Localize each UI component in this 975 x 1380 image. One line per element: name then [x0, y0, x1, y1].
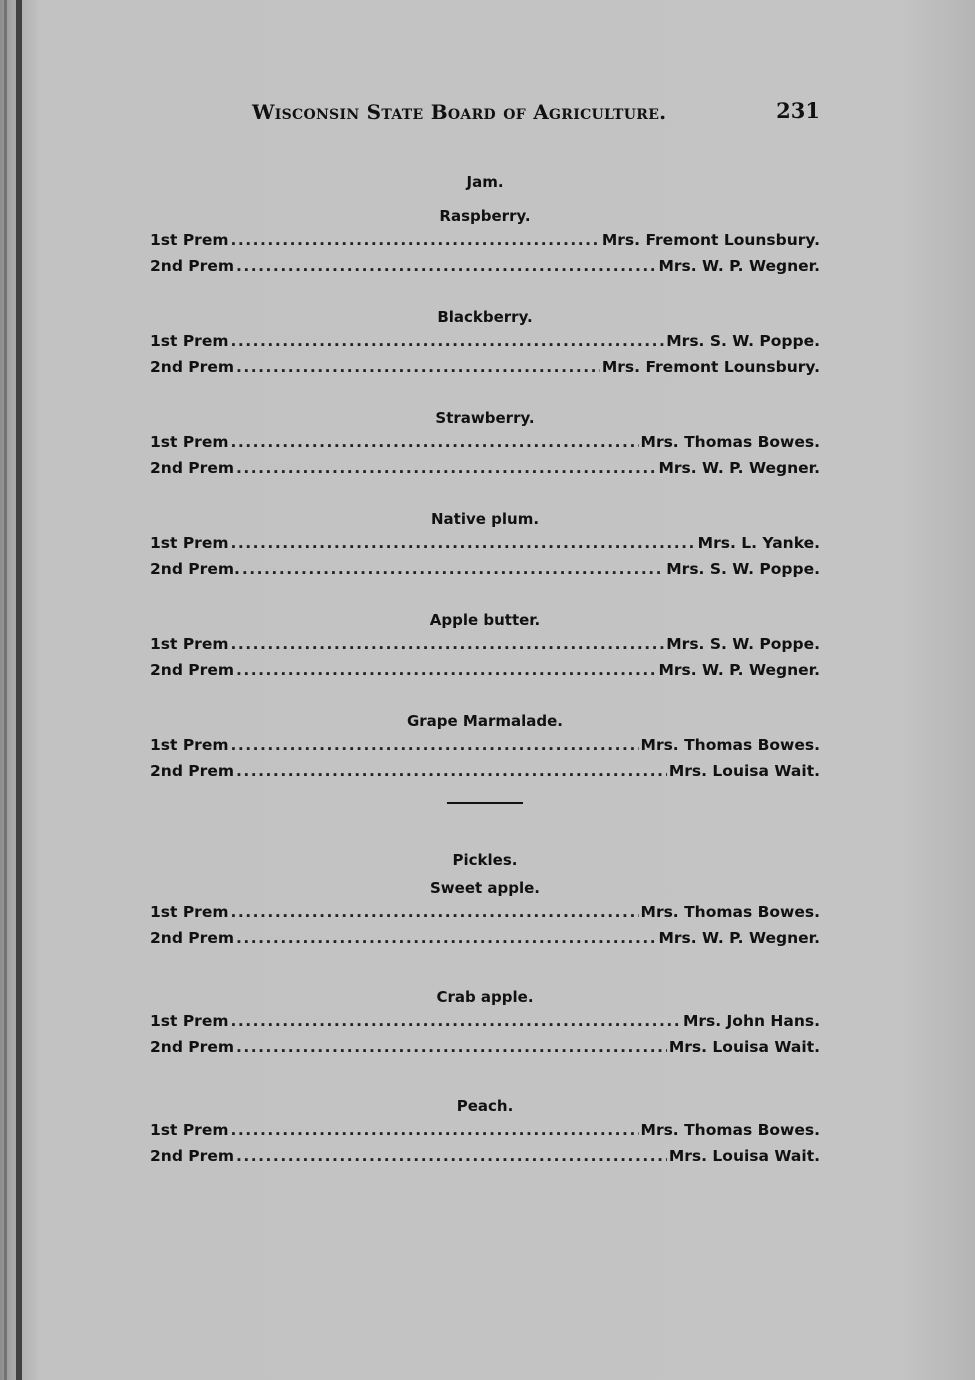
category-raspberry: [150, 204, 820, 279]
dot-leader: [236, 1144, 667, 1170]
dot-leader: [230, 1118, 638, 1144]
premium-row: [150, 900, 820, 926]
premium-label: 2nd Prem: [150, 357, 234, 376]
premium-row: [150, 926, 820, 952]
section-title-jam: Jam.: [466, 173, 504, 191]
dot-leader: [236, 1035, 667, 1061]
premium-label: 1st Prem: [150, 534, 229, 552]
premium-label: 1st Prem: [150, 635, 229, 653]
premium-label: 2nd Prem: [150, 1146, 234, 1165]
premium-row: [150, 430, 820, 456]
winner-name: Mrs. Louisa Wait.: [668, 1037, 820, 1056]
section-title-pickles: Pickles.: [452, 851, 518, 869]
section-divider: [447, 802, 523, 804]
premium-label: 1st Prem: [150, 903, 229, 921]
winner-name: Mrs. Thomas Bowes.: [640, 736, 820, 754]
dot-leader: [242, 557, 664, 583]
dot-leader: [230, 733, 638, 759]
category-strawberry: [150, 406, 820, 481]
premium-label: 2nd Prem: [150, 660, 234, 679]
premium-row: [150, 456, 820, 482]
premium-row: [150, 355, 820, 381]
premium-row: [150, 632, 820, 658]
category-title: Strawberry.: [435, 409, 535, 427]
winner-name: Mrs. W. P. Wegner.: [658, 458, 820, 477]
premium-row: [150, 557, 820, 583]
category-blackberry: [150, 305, 820, 380]
winner-name: Mrs. Thomas Bowes.: [640, 903, 820, 921]
dot-leader: [230, 531, 695, 557]
dot-leader: [236, 658, 656, 684]
category-title: Grape Marmalade.: [406, 712, 564, 730]
premium-label: 1st Prem: [150, 433, 229, 451]
premium-row: [150, 759, 820, 785]
winner-name: Mrs. L. Yanke.: [697, 534, 820, 552]
dot-leader: [236, 355, 600, 381]
premium-label: 2nd Prem: [150, 256, 234, 275]
winner-name: Mrs. Fremont Lounsbury.: [601, 231, 820, 249]
category-title: Raspberry.: [439, 207, 531, 225]
dot-leader: [236, 926, 656, 952]
dot-leader: [230, 430, 638, 456]
dot-leader: [230, 900, 638, 926]
premium-label: 2nd Prem: [150, 761, 234, 780]
category-crab-apple: [150, 985, 820, 1060]
dot-leader: [236, 254, 656, 280]
premium-row: [150, 733, 820, 759]
winner-name: Mrs. S. W. Poppe.: [666, 635, 820, 653]
premium-label: 1st Prem: [150, 1012, 229, 1030]
winner-name: Mrs. Louisa Wait.: [668, 761, 820, 780]
category-native-plum: [150, 507, 820, 582]
category-grape-marmalade: [150, 709, 820, 784]
running-head-title: Wisconsin State Board of Agriculture.: [252, 100, 667, 124]
dot-leader: [236, 759, 667, 785]
category-title: Apple butter.: [429, 611, 541, 629]
premium-label: 1st Prem: [150, 1121, 229, 1139]
premium-row: [150, 254, 820, 280]
category-title: Native plum.: [430, 510, 540, 528]
winner-name: Mrs. S. W. Poppe.: [666, 332, 820, 350]
winner-name: Mrs. Thomas Bowes.: [640, 1121, 820, 1139]
premium-row: [150, 228, 820, 254]
binding-edge: [16, 0, 22, 1380]
category-title: Blackberry.: [437, 308, 533, 326]
premium-list: [150, 170, 820, 1195]
premium-label: 1st Prem: [150, 231, 229, 249]
category-sweet-apple: [150, 876, 820, 951]
binding-shadow: [4, 0, 7, 1380]
premium-row: [150, 1035, 820, 1061]
page-number: 231: [776, 98, 820, 123]
premium-label: 2nd Prem.: [150, 559, 240, 578]
winner-name: Mrs. W. P. Wegner.: [658, 256, 820, 275]
premium-label: 2nd Prem: [150, 458, 234, 477]
winner-name: Mrs. W. P. Wegner.: [658, 660, 820, 679]
winner-name: Mrs. Fremont Lounsbury.: [601, 357, 820, 376]
dot-leader: [230, 228, 599, 254]
premium-label: 2nd Prem: [150, 928, 234, 947]
premium-label: 2nd Prem: [150, 1037, 234, 1056]
premium-label: 1st Prem: [150, 332, 229, 350]
winner-name: Mrs. S. W. Poppe.: [666, 559, 820, 578]
winner-name: Mrs. W. P. Wegner.: [658, 928, 820, 947]
dot-leader: [230, 329, 664, 355]
premium-label: 1st Prem: [150, 736, 229, 754]
premium-row: [150, 1009, 820, 1035]
premium-row: [150, 1118, 820, 1144]
category-title: Sweet apple.: [429, 879, 540, 897]
premium-row: [150, 1144, 820, 1170]
dot-leader: [230, 632, 664, 658]
premium-row: [150, 531, 820, 557]
category-title: Peach.: [456, 1097, 514, 1115]
category-title: Crab apple.: [436, 988, 534, 1006]
dot-leader: [236, 456, 656, 482]
category-peach: [150, 1094, 820, 1169]
winner-name: Mrs. Thomas Bowes.: [640, 433, 820, 451]
dot-leader: [230, 1009, 680, 1035]
winner-name: Mrs. John Hans.: [682, 1012, 820, 1030]
running-head: [150, 100, 820, 134]
category-apple-butter: [150, 608, 820, 683]
winner-name: Mrs. Louisa Wait.: [668, 1146, 820, 1165]
premium-row: [150, 329, 820, 355]
premium-row: [150, 658, 820, 684]
